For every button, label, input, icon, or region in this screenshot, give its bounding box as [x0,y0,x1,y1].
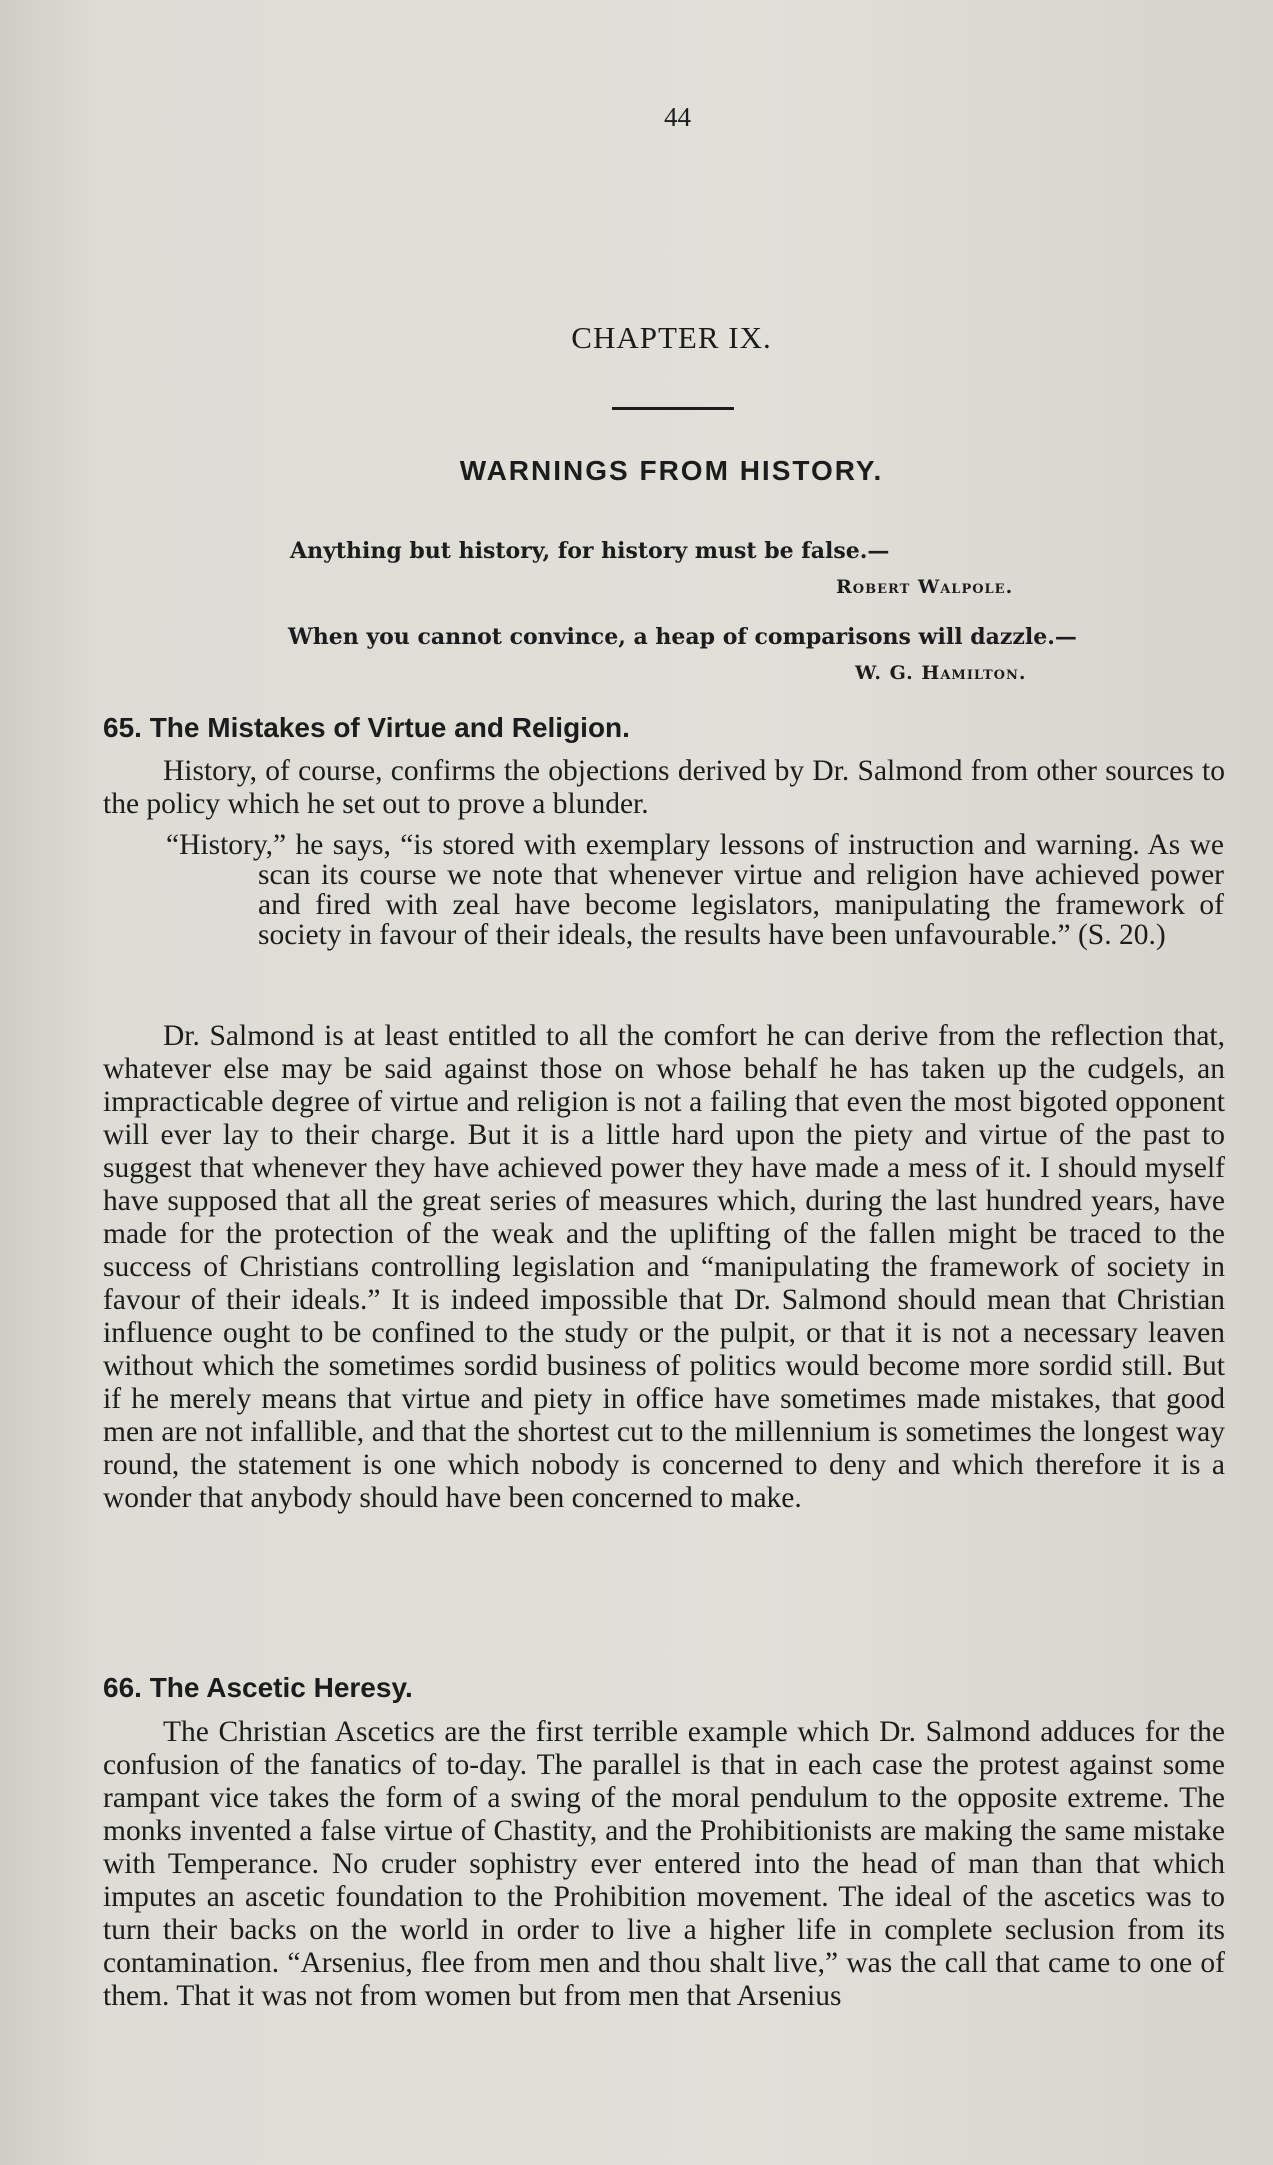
section-65-body [103,1020,1225,1515]
heading-rule [612,407,734,410]
page-number: 44 [664,102,691,132]
section-65-quote [166,829,1224,951]
section-66-heading: 66. The Ascetic Heresy. [103,1672,413,1703]
paragraph: History, of course, confirms the objections derived by Dr. Salmond from other sources to the policy which he set out to prove a blunder. [103,755,1225,820]
block-quote: “History,” he says, “is stored with exemplary lessons of instruction and warning. As we scan its course we note that whenever virtue and religion have achieved power and fired with zeal have become legislators, manipulating the framework of society in favour of their ideals, the results have been unfavourable.” (S. 20.) [166,829,1224,951]
epigraph-2-quote: When you cannot convince, a heap of comparisons will dazzle.— [288,624,1077,650]
chapter-heading: CHAPTER IX. [571,320,772,355]
paragraph: The Christian Ascetics are the first terrible example which Dr. Salmond adduces for the confusion of the fanatics of to-day. The parallel is that in each case the protest against some rampant vice takes the form of a swing of the moral pendulum to the opposite extreme. The monks invented a false virtue of Chastity, and the Prohibitionists are making the same mistake with Temperance. No cruder sophistry ever entered into the head of man than that which imputes an ascetic foundation to the Prohibition movement. The ideal of the ascetics was to turn their backs on the world in order to live a higher life in complete seclusion from its contamination. “Arsenius, flee from men and thou shalt live,” was the call that came to one of them. That it was not from women but from men that Arsenius [103,1716,1225,2012]
chapter-title: WARNINGS FROM HISTORY. [459,455,884,486]
epigraph-1-author: Robert Walpole. [836,576,1014,598]
section-65-intro [103,755,1225,821]
epigraph-1-quote: Anything but history, for history must be false.— [290,538,890,564]
section-66-body [103,1716,1225,2013]
paragraph: Dr. Salmond is at least entitled to all the comfort he can derive from the reflection that, whatever else may be said against those on whose behalf he has taken up the cudgels, an impracticable degree of virtue and religion is not a failing that even the most bigoted opponent will ever lay to their charge. But it is a little hard upon the piety and virtue of the past to suggest that whenever they have achieved power they have made a mess of it. I should myself have supposed that all the great series of measures which, during the last hundred years, have made for the protection of the weak and the uplifting of the fallen might be traced to the success of Christians controlling legislation and “manipulating the framework of society in favour of their ideals.” It is indeed impossible that Dr. Salmond should mean that Christian influence ought to be confined to the study or the pulpit, or that it is not a necessary leaven without which the sometimes sordid business of politics would become more sordid still. But if he merely means that virtue and piety in office have sometimes made mistakes, that good men are not infallible, and that the shortest cut to the millennium is sometimes the longest way round, the statement is one which nobody is concerned to deny and which therefore it is a wonder that anybody should have been concerned to make. [103,1020,1225,1514]
epigraph-2-author: W. G. Hamilton. [855,662,1027,684]
section-65-heading: 65. The Mistakes of Virtue and Religion. [103,712,630,743]
